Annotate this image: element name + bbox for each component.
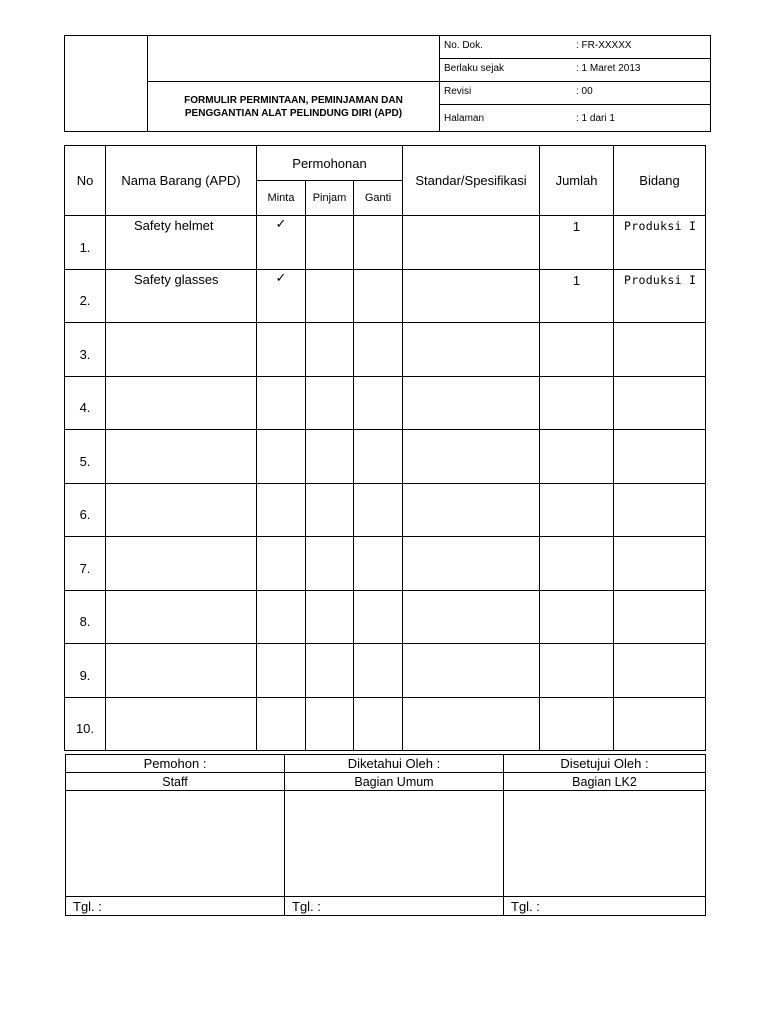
signature-box-approved[interactable] — [504, 791, 706, 897]
cell-quantity[interactable]: 1 — [540, 216, 614, 270]
cell-replace[interactable] — [354, 376, 403, 430]
cell-replace[interactable] — [354, 323, 403, 377]
cell-department[interactable] — [614, 537, 706, 591]
header-no: No — [65, 146, 106, 216]
table-row — [65, 644, 706, 698]
cell-no: 8. — [65, 590, 106, 644]
cell-no: 9. — [65, 644, 106, 698]
cell-specification[interactable] — [403, 590, 540, 644]
cell-department[interactable]: Produksi I — [614, 216, 706, 270]
meta-label: Halaman — [444, 113, 485, 124]
meta-doc-number — [440, 36, 711, 59]
table-row — [65, 430, 706, 484]
cell-item-name[interactable] — [106, 323, 257, 377]
cell-department[interactable] — [614, 323, 706, 377]
apd-request-table — [64, 145, 706, 751]
signature-role-acknowledged: Bagian Umum — [285, 773, 504, 791]
cell-take[interactable] — [257, 537, 306, 591]
cell-no: 6. — [65, 483, 106, 537]
cell-take[interactable] — [257, 483, 306, 537]
cell-item-name[interactable]: Safety helmet — [106, 216, 257, 270]
meta-revision — [440, 82, 711, 105]
cell-borrow[interactable] — [306, 430, 354, 484]
table-row — [65, 697, 706, 751]
cell-item-name[interactable] — [106, 590, 257, 644]
meta-value: : 1 dari 1 — [576, 113, 615, 124]
meta-page — [440, 105, 711, 132]
cell-take[interactable] — [257, 323, 306, 377]
cell-quantity[interactable] — [540, 590, 614, 644]
header-request-borrow: Pinjam — [306, 181, 354, 216]
cell-no: 1. — [65, 216, 106, 270]
header-specification: Standar/Spesifikasi — [403, 146, 540, 216]
cell-no: 3. — [65, 323, 106, 377]
cell-replace[interactable] — [354, 590, 403, 644]
cell-department[interactable] — [614, 430, 706, 484]
table-row — [65, 376, 706, 430]
cell-take[interactable]: ✓ — [257, 269, 306, 323]
cell-specification[interactable] — [403, 644, 540, 698]
cell-specification[interactable] — [403, 483, 540, 537]
cell-borrow[interactable] — [306, 483, 354, 537]
cell-quantity[interactable] — [540, 323, 614, 377]
signature-date-applicant[interactable]: Tgl. : — [66, 897, 285, 916]
cell-borrow[interactable] — [306, 269, 354, 323]
meta-value: : FR-XXXXX — [576, 40, 632, 51]
cell-item-name[interactable] — [106, 430, 257, 484]
cell-quantity[interactable] — [540, 697, 614, 751]
cell-item-name[interactable] — [106, 644, 257, 698]
cell-borrow[interactable] — [306, 376, 354, 430]
cell-quantity[interactable] — [540, 483, 614, 537]
cell-replace[interactable] — [354, 216, 403, 270]
signature-table — [65, 754, 706, 916]
cell-take[interactable] — [257, 697, 306, 751]
table-row — [65, 537, 706, 591]
header-quantity: Jumlah — [540, 146, 614, 216]
signature-role-approved: Bagian LK2 — [504, 773, 706, 791]
header-blank-area — [148, 36, 440, 82]
signature-heading-applicant: Pemohon : — [66, 755, 285, 773]
meta-effective-date — [440, 59, 711, 82]
signature-heading-approved: Disetujui Oleh : — [504, 755, 706, 773]
signature-date-acknowledged[interactable]: Tgl. : — [285, 897, 504, 916]
cell-specification[interactable] — [403, 430, 540, 484]
cell-department[interactable] — [614, 697, 706, 751]
document-header — [64, 35, 711, 132]
cell-specification[interactable] — [403, 216, 540, 270]
cell-specification[interactable] — [403, 697, 540, 751]
header-item-name: Nama Barang (APD) — [106, 146, 257, 216]
cell-item-name[interactable] — [106, 537, 257, 591]
header-request-replace: Ganti — [354, 181, 403, 216]
cell-department[interactable]: Produksi I — [614, 269, 706, 323]
cell-take[interactable]: ✓ — [257, 216, 306, 270]
cell-no: 4. — [65, 376, 106, 430]
cell-specification[interactable] — [403, 537, 540, 591]
cell-quantity[interactable] — [540, 644, 614, 698]
table-row — [65, 323, 706, 377]
cell-replace[interactable] — [354, 537, 403, 591]
cell-no: 7. — [65, 537, 106, 591]
cell-no: 2. — [65, 269, 106, 323]
table-row — [65, 216, 706, 270]
cell-replace[interactable] — [354, 697, 403, 751]
cell-quantity[interactable] — [540, 430, 614, 484]
header-request: Permohonan — [257, 146, 403, 181]
form-title — [148, 82, 440, 132]
table-row — [65, 269, 706, 323]
logo-area — [65, 36, 148, 132]
cell-replace[interactable] — [354, 644, 403, 698]
cell-quantity[interactable]: 1 — [540, 269, 614, 323]
cell-quantity[interactable] — [540, 376, 614, 430]
signature-date-approved[interactable]: Tgl. : — [504, 897, 706, 916]
cell-borrow[interactable] — [306, 644, 354, 698]
header-request-take: Minta — [257, 181, 306, 216]
cell-no: 10. — [65, 697, 106, 751]
cell-item-name[interactable] — [106, 376, 257, 430]
cell-item-name[interactable] — [106, 697, 257, 751]
cell-specification[interactable] — [403, 376, 540, 430]
cell-replace[interactable] — [354, 430, 403, 484]
header-department: Bidang — [614, 146, 706, 216]
meta-value: : 00 — [576, 86, 593, 97]
cell-borrow[interactable] — [306, 537, 354, 591]
cell-borrow[interactable] — [306, 590, 354, 644]
cell-replace[interactable] — [354, 269, 403, 323]
meta-label: Revisi — [444, 86, 472, 97]
cell-item-name[interactable]: Safety glasses — [106, 269, 257, 323]
meta-label: No. Dok. — [444, 40, 483, 51]
meta-value: : 1 Maret 2013 — [576, 63, 641, 74]
table-row — [65, 483, 706, 537]
cell-item-name[interactable] — [106, 483, 257, 537]
form-title-line1: FORMULIR PERMINTAAN, PEMINJAMAN DAN — [184, 94, 403, 106]
cell-quantity[interactable] — [540, 537, 614, 591]
cell-take[interactable] — [257, 430, 306, 484]
cell-borrow[interactable] — [306, 697, 354, 751]
cell-department[interactable] — [614, 644, 706, 698]
cell-take[interactable] — [257, 376, 306, 430]
table-row — [65, 590, 706, 644]
meta-label: Berlaku sejak — [444, 63, 505, 74]
cell-borrow[interactable] — [306, 323, 354, 377]
cell-borrow[interactable] — [306, 216, 354, 270]
cell-replace[interactable] — [354, 483, 403, 537]
signature-box-acknowledged[interactable] — [285, 791, 504, 897]
cell-department[interactable] — [614, 483, 706, 537]
cell-take[interactable] — [257, 644, 306, 698]
cell-specification[interactable] — [403, 269, 540, 323]
signature-heading-acknowledged: Diketahui Oleh : — [285, 755, 504, 773]
cell-department[interactable] — [614, 376, 706, 430]
cell-specification[interactable] — [403, 323, 540, 377]
signature-box-applicant[interactable] — [66, 791, 285, 897]
cell-no: 5. — [65, 430, 106, 484]
cell-take[interactable] — [257, 590, 306, 644]
signature-role-applicant: Staff — [66, 773, 285, 791]
cell-department[interactable] — [614, 590, 706, 644]
form-title-line2: PENGGANTIAN ALAT PELINDUNG DIRI (APD) — [184, 107, 403, 119]
